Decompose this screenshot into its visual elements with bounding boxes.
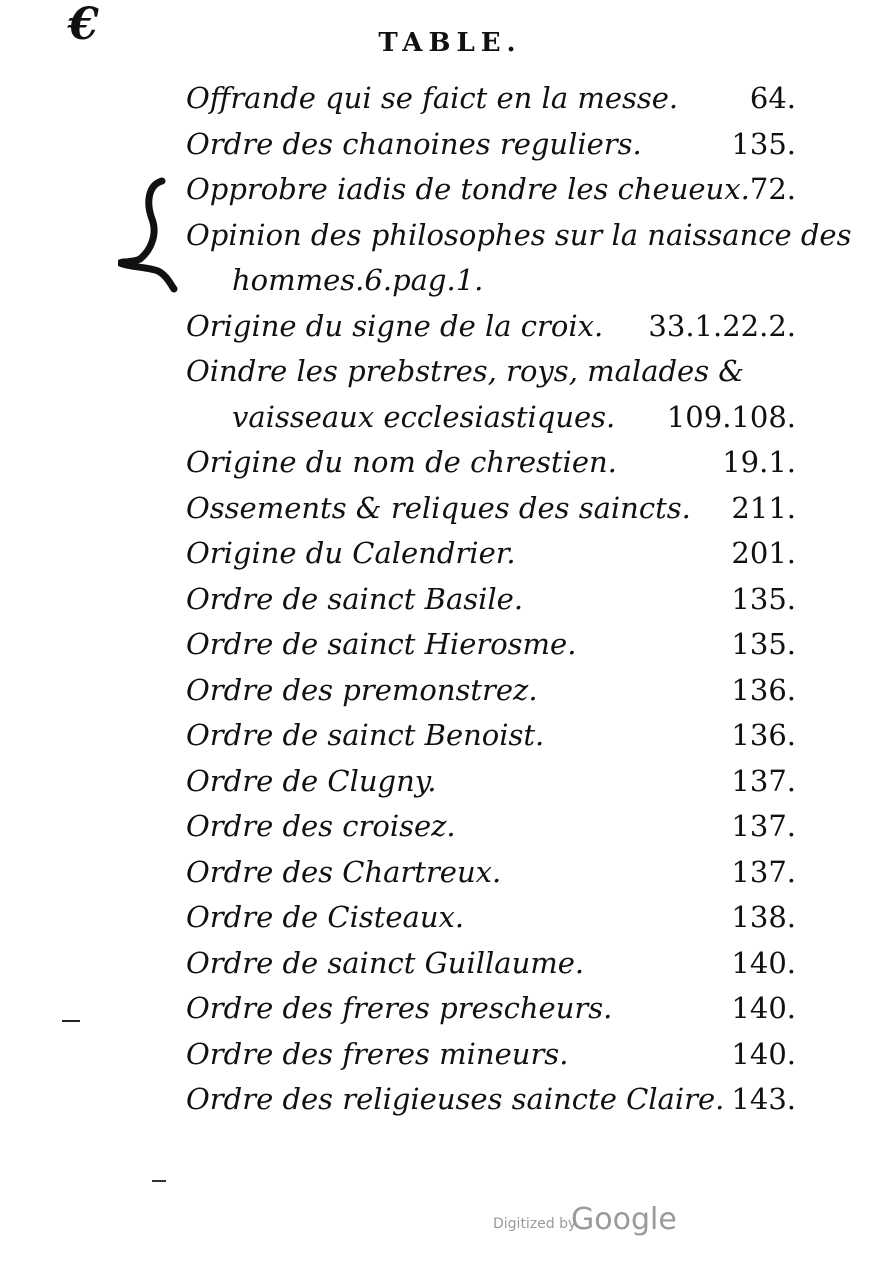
entry-page-number: 135. bbox=[731, 581, 796, 616]
entry-text: Ordre des Chartreux. bbox=[186, 854, 502, 889]
index-entry bbox=[186, 668, 796, 714]
entry-text: Ordre de Cisteaux. bbox=[186, 900, 465, 934]
entry-page-number: 109.108. bbox=[666, 399, 796, 434]
entry-page-number: 64. bbox=[749, 81, 796, 115]
corner-mark: € bbox=[68, 0, 99, 50]
index-entry bbox=[186, 622, 796, 668]
index-entries bbox=[186, 76, 852, 1123]
digitized-watermark bbox=[493, 1200, 693, 1244]
entry-page-number: 140. bbox=[731, 945, 796, 980]
index-entry bbox=[186, 304, 796, 350]
index-entry bbox=[186, 349, 796, 395]
google-logo-text: Google bbox=[571, 1202, 677, 1237]
entry-page-number: 136. bbox=[731, 718, 796, 752]
stray-mark bbox=[152, 1180, 166, 1182]
index-entry bbox=[186, 895, 796, 941]
entry-page-number: 201. bbox=[731, 536, 796, 570]
entry-text: Ordre des croisez. bbox=[186, 809, 456, 843]
stray-mark bbox=[62, 1020, 80, 1022]
entry-page-number: 72. bbox=[749, 172, 796, 206]
entry-text: Oindre les prebstres, roys, malades & bbox=[186, 354, 745, 388]
index-entry bbox=[186, 531, 796, 577]
entry-text: Ordre des freres mineurs. bbox=[186, 1036, 569, 1071]
digitized-label: Digitized by bbox=[493, 1216, 577, 1232]
entry-text: Opprobre iadis de tondre les cheueux. bbox=[186, 172, 750, 206]
entry-page-number: 33.1.22.2. bbox=[648, 308, 796, 343]
entry-text: Ossements & reliques des saincts. bbox=[186, 490, 691, 525]
index-entry bbox=[186, 122, 796, 168]
index-entry bbox=[186, 759, 796, 805]
index-entry bbox=[186, 713, 796, 759]
index-entry bbox=[186, 1077, 796, 1123]
entry-text: hommes.6.pag.1. bbox=[232, 263, 484, 297]
entry-text: Ordre des premonstrez. bbox=[186, 672, 538, 707]
entry-text: Ordre de sainct Benoist. bbox=[186, 718, 545, 752]
index-entry bbox=[186, 213, 852, 259]
index-entry bbox=[186, 395, 796, 441]
entry-text: Origine du signe de la croix. bbox=[186, 308, 604, 343]
entry-page-number: 140. bbox=[731, 991, 796, 1025]
entry-page-number: 143. bbox=[731, 1082, 796, 1116]
index-entry bbox=[186, 76, 796, 122]
entry-text: Ordre de sainct Guillaume. bbox=[186, 945, 585, 980]
entry-text: Offrande qui se faict en la messe. bbox=[186, 81, 679, 115]
index-entry bbox=[186, 941, 796, 987]
index-entry bbox=[186, 804, 796, 850]
page-header: TABLE. bbox=[378, 28, 522, 58]
index-entry bbox=[186, 258, 796, 304]
entry-page-number: 136. bbox=[731, 672, 796, 707]
entry-text: Ordre de Clugny. bbox=[186, 763, 437, 798]
entry-text: Origine du Calendrier. bbox=[186, 536, 516, 570]
index-entry bbox=[186, 486, 796, 532]
entry-page-number: 140. bbox=[731, 1036, 796, 1071]
entry-page-number: 137. bbox=[731, 809, 796, 843]
entry-text: Ordre des religieuses saincte Claire. bbox=[186, 1082, 725, 1116]
entry-text: Origine du nom de chrestien. bbox=[186, 445, 617, 479]
handwritten-bracket-mark bbox=[118, 175, 180, 295]
entry-page-number: 135. bbox=[731, 627, 796, 661]
entry-text: Ordre de sainct Hierosme. bbox=[186, 627, 577, 661]
index-entry bbox=[186, 986, 796, 1032]
entry-page-number: 19.1. bbox=[722, 445, 796, 479]
index-entry bbox=[186, 440, 796, 486]
index-entry bbox=[186, 577, 796, 623]
index-entry bbox=[186, 167, 796, 213]
entry-page-number: 137. bbox=[731, 854, 796, 889]
entry-text: vaisseaux ecclesiastiques. bbox=[232, 399, 616, 434]
entry-page-number: 211. bbox=[731, 490, 796, 525]
entry-text: Opinion des philosophes sur la naissance des bbox=[186, 217, 852, 252]
entry-page-number: 137. bbox=[731, 763, 796, 798]
entry-page-number: 135. bbox=[731, 126, 796, 161]
entry-text: Ordre des chanoines reguliers. bbox=[186, 126, 642, 161]
entry-text: Ordre de sainct Basile. bbox=[186, 581, 524, 616]
entry-text: Ordre des freres prescheurs. bbox=[186, 991, 613, 1025]
index-entry bbox=[186, 1032, 796, 1078]
entry-page-number: 138. bbox=[731, 900, 796, 934]
index-entry bbox=[186, 850, 796, 896]
